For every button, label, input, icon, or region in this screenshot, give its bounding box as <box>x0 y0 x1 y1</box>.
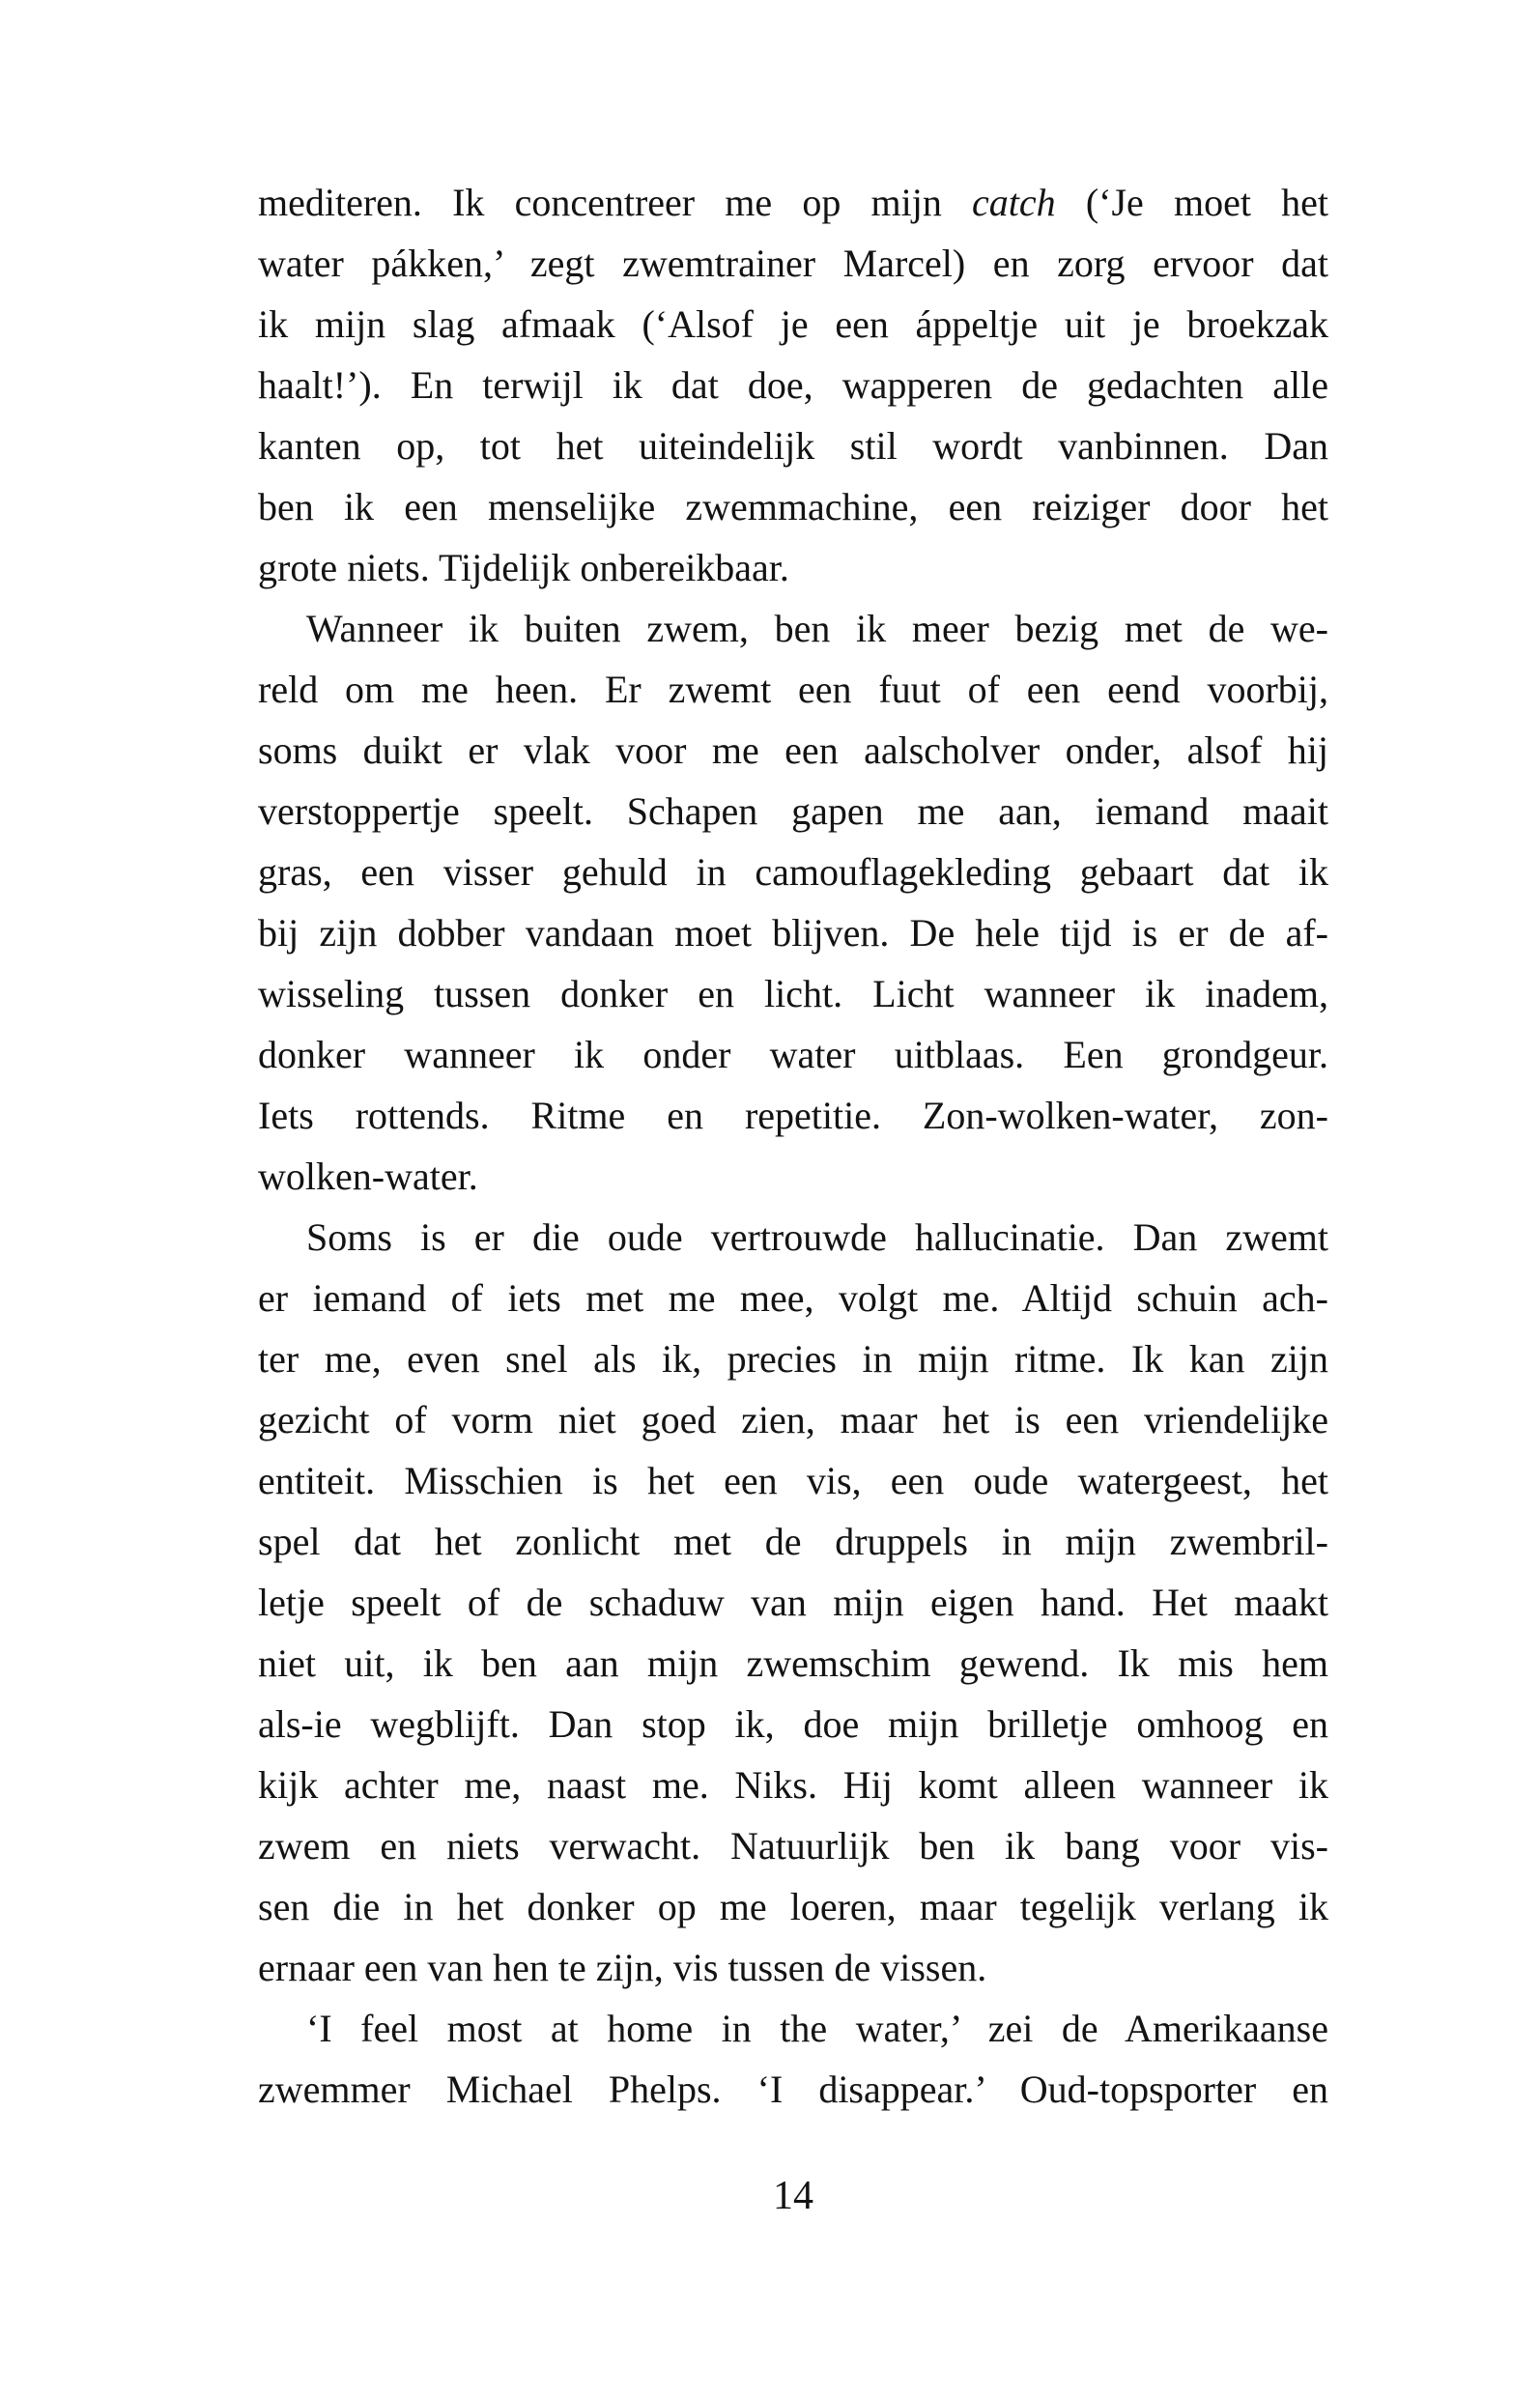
text-segment: spel dat het zonlicht met de druppels in mijn zwembril- <box>258 1520 1328 1563</box>
text-segment: Iets rottends. Ritme en repetitie. Zon-wolken-water, zon- <box>258 1094 1328 1137</box>
text-line <box>258 1450 1328 1511</box>
text-segment: soms duikt er vlak voor me een aalscholver onder, alsof hij <box>258 728 1328 772</box>
text-segment: als-ie wegblijft. Dan stop ik, doe mijn brilletje omhoog en <box>258 1702 1328 1746</box>
text-segment: verstoppertje speelt. Schapen gapen me aan, iemand maait <box>258 789 1328 833</box>
text-segment: letje speelt of de schaduw van mijn eigen hand. Het maakt <box>258 1581 1328 1624</box>
text-line <box>258 1937 1328 1998</box>
text-segment: ik mijn slag afmaak (‘Alsof je een áppeltje uit je broekzak <box>258 302 1328 346</box>
text-segment: ter me, even snel als ik, precies in mijn ritme. Ik kan zijn <box>258 1337 1328 1381</box>
text-segment: donker wanneer ik onder water uitblaas. Een grondgeur. <box>258 1033 1328 1076</box>
text-line <box>258 1328 1328 1389</box>
text-segment: wisseling tussen donker en licht. Licht wanneer ik inadem, <box>258 972 1328 1015</box>
text-line <box>258 2059 1328 2120</box>
text-segment: (‘Je moet het <box>1055 181 1328 224</box>
text-line <box>258 355 1328 415</box>
text-line <box>258 1389 1328 1450</box>
text-line <box>258 476 1328 537</box>
text-segment: gezicht of vorm niet goed zien, maar het is een vriendelijke <box>258 1398 1328 1441</box>
text-line <box>258 415 1328 476</box>
text-line <box>258 1998 1328 2059</box>
text-segment: water pákken,’ zegt zwemtrainer Marcel) en zorg ervoor dat <box>258 242 1328 285</box>
text-line <box>258 963 1328 1024</box>
text-segment: ernaar een van hen te zijn, vis tussen de vissen. <box>258 1946 987 1989</box>
text-segment: zwemmer Michael Phelps. ‘I disappear.’ Oud-topsporter en <box>258 2068 1328 2111</box>
text-line <box>258 1024 1328 1085</box>
text-segment: gras, een visser gehuld in camouflagekleding gebaart dat ik <box>258 850 1328 894</box>
text-segment: ‘I feel most at home in the water,’ zei de Amerikaanse <box>306 2007 1328 2050</box>
text-segment: kanten op, tot het uiteindelijk stil wordt vanbinnen. Dan <box>258 424 1328 468</box>
text-segment: haalt!’). En terwijl ik dat doe, wapperen de gedachten alle <box>258 363 1328 407</box>
text-segment: reld om me heen. Er zwemt een fuut of een eend voorbij, <box>258 668 1328 711</box>
text-segment: sen die in het donker op me loeren, maar tegelijk verlang ik <box>258 1885 1328 1928</box>
text-line <box>258 1815 1328 1876</box>
text-line <box>258 841 1328 902</box>
text-line <box>258 598 1328 659</box>
text-segment: Soms is er die oude vertrouwde hallucinatie. Dan zwemt <box>306 1215 1328 1259</box>
text-line <box>258 1633 1328 1694</box>
text-line <box>258 1511 1328 1572</box>
text-line <box>258 1694 1328 1754</box>
text-segment: er iemand of iets met me mee, volgt me. Altijd schuin ach- <box>258 1276 1328 1320</box>
text-line <box>258 1146 1328 1207</box>
text-segment: niet uit, ik ben aan mijn zwemschim gewend. Ik mis hem <box>258 1641 1328 1685</box>
page-number: 14 <box>773 2174 813 2218</box>
text-segment: mediteren. Ik concentreer me op mijn <box>258 181 973 224</box>
text-line <box>258 233 1328 294</box>
text-line <box>258 537 1328 598</box>
text-line <box>258 659 1328 720</box>
text-line <box>258 1085 1328 1146</box>
text-line <box>258 1876 1328 1937</box>
text-segment: kijk achter me, naast me. Niks. Hij komt alleen wanneer ik <box>258 1763 1328 1807</box>
text-segment: grote niets. Tijdelijk onbereikbaar. <box>258 546 789 589</box>
text-line <box>258 294 1328 355</box>
body-text-block <box>258 172 1328 2120</box>
text-line <box>258 781 1328 841</box>
text-segment: bij zijn dobber vandaan moet blijven. De hele tijd is er de af- <box>258 911 1328 955</box>
text-segment: wolken-water. <box>258 1155 478 1198</box>
text-line <box>258 172 1328 233</box>
text-segment: zwem en niets verwacht. Natuurlijk ben ik bang voor vis- <box>258 1824 1328 1868</box>
text-segment: ben ik een menselijke zwemmachine, een reiziger door het <box>258 485 1328 528</box>
text-segment: entiteit. Misschien is het een vis, een oude watergeest, het <box>258 1459 1328 1502</box>
text-line <box>258 1754 1328 1815</box>
italic-text-segment: catch <box>972 181 1056 224</box>
text-line <box>258 720 1328 781</box>
text-segment: Wanneer ik buiten zwem, ben ik meer bezig met de we- <box>306 607 1328 650</box>
text-line <box>258 1572 1328 1633</box>
text-line <box>258 1207 1328 1268</box>
text-line <box>258 902 1328 963</box>
text-line <box>258 1268 1328 1328</box>
